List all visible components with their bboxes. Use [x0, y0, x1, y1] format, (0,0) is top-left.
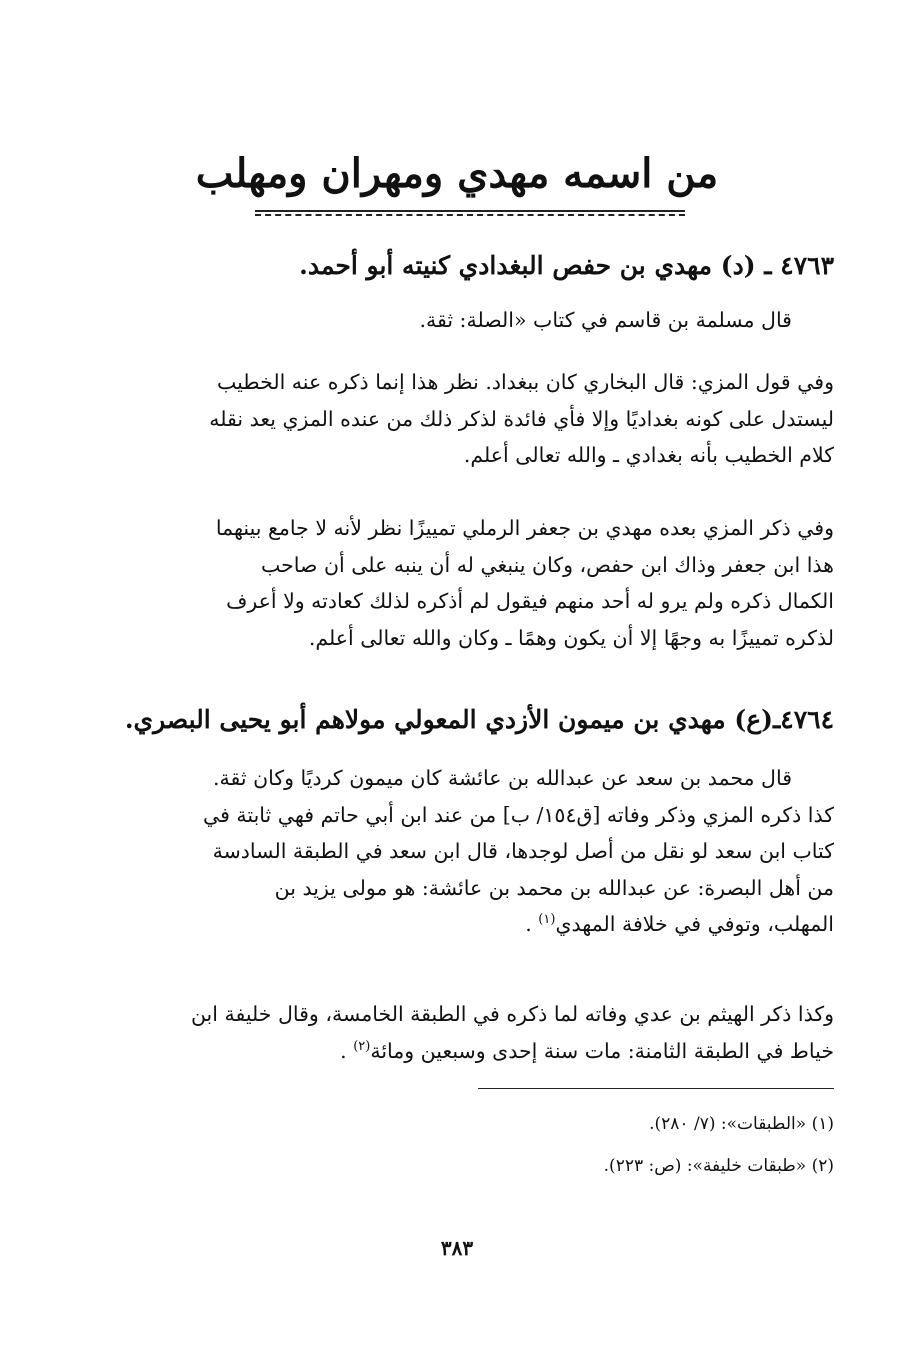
text-line — [128, 906, 834, 943]
text-line: كتاب ابن سعد لو نقل من أصل لوجدها، قال ابن سعد في الطبقة السادسة — [212, 839, 834, 863]
page-number: ٣٨٣ — [440, 1236, 474, 1260]
text-line: قال مسلمة بن قاسم في كتاب «الصلة: ثقة. — [419, 308, 792, 332]
line-end: . — [340, 1038, 354, 1063]
chapter-title: من اسمه مهدي ومهران ومهلب — [195, 150, 719, 197]
footnote-2: (٢) «طبقات خليفة»: (ص: ٢٢٣). — [603, 1156, 834, 1176]
entry-4764-paragraph-1 — [128, 760, 834, 943]
line-end: . — [525, 912, 539, 936]
text-line — [128, 1033, 834, 1070]
text-line: وفي ذكر المزي بعده مهدي بن جعفر الرملي تمييزًا نظر لأنه لا جامع بينهما — [215, 516, 834, 540]
entry-4763-paragraph-1 — [128, 364, 834, 474]
text-line: وكذا ذكر الهيثم بن عدي وفاته لما ذكره في الطبقة الخامسة، وقال خليفة ابن — [190, 1002, 834, 1026]
text-line: قال محمد بن سعد عن عبدالله بن عائشة كان ميمون كرديًا وكان ثقة. — [212, 766, 792, 790]
entry-heading-4764: ٤٧٦٤ـ(ع) مهدي بن ميمون الأزدي المعولي مولاهم أبو يحيى البصري. — [124, 705, 834, 734]
title-underline — [255, 210, 685, 216]
text-line: الكمال ذكره ولم يرو له أحد منهم فيقول لم أذكره لذلك كعادته ولا أعرف — [226, 589, 834, 613]
entry-4763-paragraph-2 — [128, 510, 834, 656]
entry-heading-4763: ٤٧٦٣ ـ (د) مهدي بن حفص البغدادي كنيته أبو أحمد. — [299, 251, 834, 280]
line-text: خياط في الطبقة الثامنة: مات سنة إحدى وسبعين ومائة — [370, 1038, 834, 1063]
footnote-marker: (٢) — [353, 1038, 371, 1054]
footnote-marker: (١) — [538, 912, 556, 928]
text-line: هذا ابن جعفر وذاك ابن حفص، وكان ينبغي له أن ينبه على أن صاحب — [260, 552, 834, 577]
footnote-1: (١) «الطبقات»: (٧/ ٢٨٠). — [649, 1114, 834, 1134]
text-line: من أهل البصرة: عن عبدالله بن محمد بن عائشة: هو مولى يزيد بن — [274, 875, 834, 900]
text-line: ليستدل على كونه بغداديًا وإلا فأي فائدة لذكر ذلك من عنده المزي يعد نقله — [209, 406, 834, 431]
text-line: لذكره تمييزًا به وجهًا إلا أن يكون وهمًا ـ وكان والله تعالى أعلم. — [308, 625, 834, 650]
text-line: كلام الخطيب بأنه بغدادي ـ والله تعالى أعلم. — [463, 443, 834, 467]
text-line: وفي قول المزي: قال البخاري كان ببغداد. نظر هذا إنما ذكره عنه الخطيب — [216, 370, 834, 394]
entry-4763-intro — [128, 302, 834, 339]
entry-4764-paragraph-2 — [128, 996, 834, 1069]
line-text: المهلب، وتوفي في خلافة المهدي — [555, 912, 834, 936]
text-line: كذا ذكره المزي وذكر وفاته [ق١٥٤/ ب] من عند ابن أبي حاتم فهي ثابتة في — [202, 802, 834, 827]
footnote-separator — [478, 1088, 834, 1089]
